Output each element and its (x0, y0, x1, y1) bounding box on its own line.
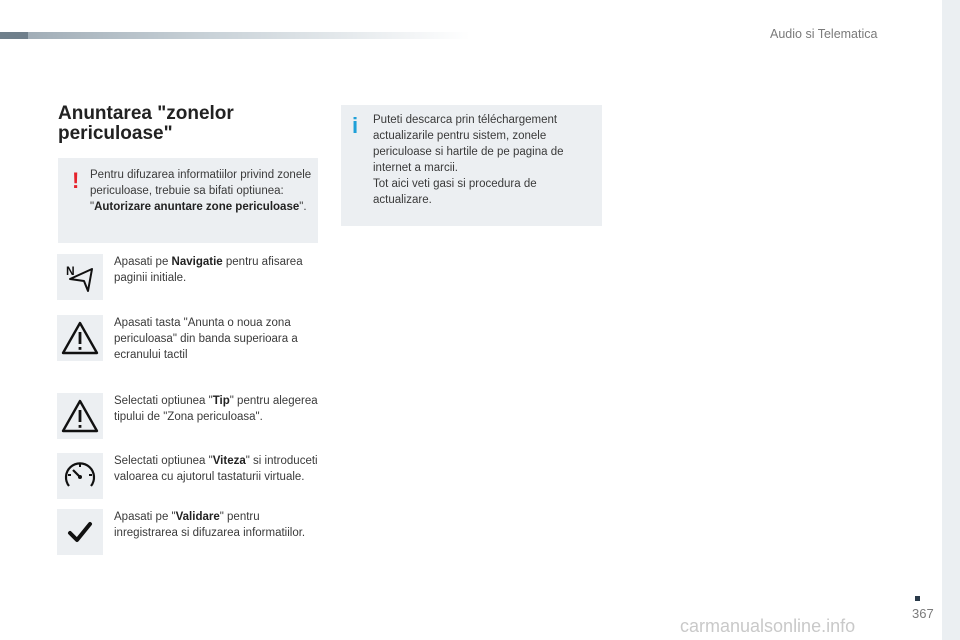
step-text-before: Selectati optiunea " (114, 455, 213, 467)
page-number: 367 (912, 606, 934, 621)
warning-triangle-icon (57, 315, 103, 361)
info-line1: Puteti descarca prin téléchargement actualizarile pentru sistem, zonele periculoase si hartile de pe pagina de internet a marcii. (373, 114, 564, 174)
speedometer-icon (57, 453, 103, 499)
info-note-text (373, 112, 595, 208)
step-text-bold: Navigatie (171, 256, 223, 268)
step-text-bold: Validare (175, 511, 220, 523)
step-text-after: " pentru inregistrarea si difuzarea informatiilor. (114, 511, 306, 539)
info-line2: Tot aici veti gasi si procedura de actualizare. (373, 178, 537, 206)
watermark: carmanualsonline.info (680, 616, 856, 636)
navigation-icon (57, 254, 103, 300)
step-text-after: " si introduceti valoarea cu ajutorul tastaturii virtuale. (114, 455, 318, 483)
warning-note (58, 158, 318, 243)
step-text-before: Apasati pe (114, 256, 172, 268)
note-text-after: ". (299, 201, 307, 213)
svg-text:N: N (66, 264, 75, 278)
info-icon: i (352, 113, 359, 138)
right-edge-strip (942, 0, 960, 640)
note-text-bold: Autorizare anuntare zone periculoase (94, 201, 300, 213)
step-text-before: Apasati tasta "Anunta o noua zona periculoasa" din banda superioara a ecranului tactil (114, 317, 298, 361)
step-text-after: pentru afisarea paginii initiale. (114, 256, 303, 284)
page-title-line1: Anuntarea "zonelor (58, 103, 234, 124)
section-title: Audio si Telematica (770, 27, 878, 41)
step-text-bold: Tip (212, 395, 230, 407)
checkmark-icon (57, 509, 103, 555)
step-text-after: " pentru alegerea tipului de "Zona periculoasa". (114, 395, 318, 423)
exclamation-icon: ! (72, 168, 80, 193)
step-text (114, 254, 319, 286)
header-gradient-bar (0, 32, 470, 39)
step-text (114, 315, 319, 363)
page-title (58, 104, 318, 144)
info-note (341, 105, 602, 226)
step-text-before: Apasati pe " (114, 511, 176, 523)
page-title-line2: periculoase" (58, 123, 173, 144)
warning-note-text (90, 167, 312, 215)
step-text (114, 453, 319, 485)
step-text (114, 393, 319, 425)
step-text (114, 509, 319, 541)
note-text-before: Pentru difuzarea informatiilor privind zonele periculoase, trebuie sa bifati optiunea: " (90, 169, 312, 213)
page-marker (915, 596, 920, 601)
step-text-bold: Viteza (212, 455, 246, 467)
warning-triangle-icon (57, 393, 103, 439)
header-bar-accent (0, 32, 28, 39)
step-text-before: Selectati optiunea " (114, 395, 213, 407)
